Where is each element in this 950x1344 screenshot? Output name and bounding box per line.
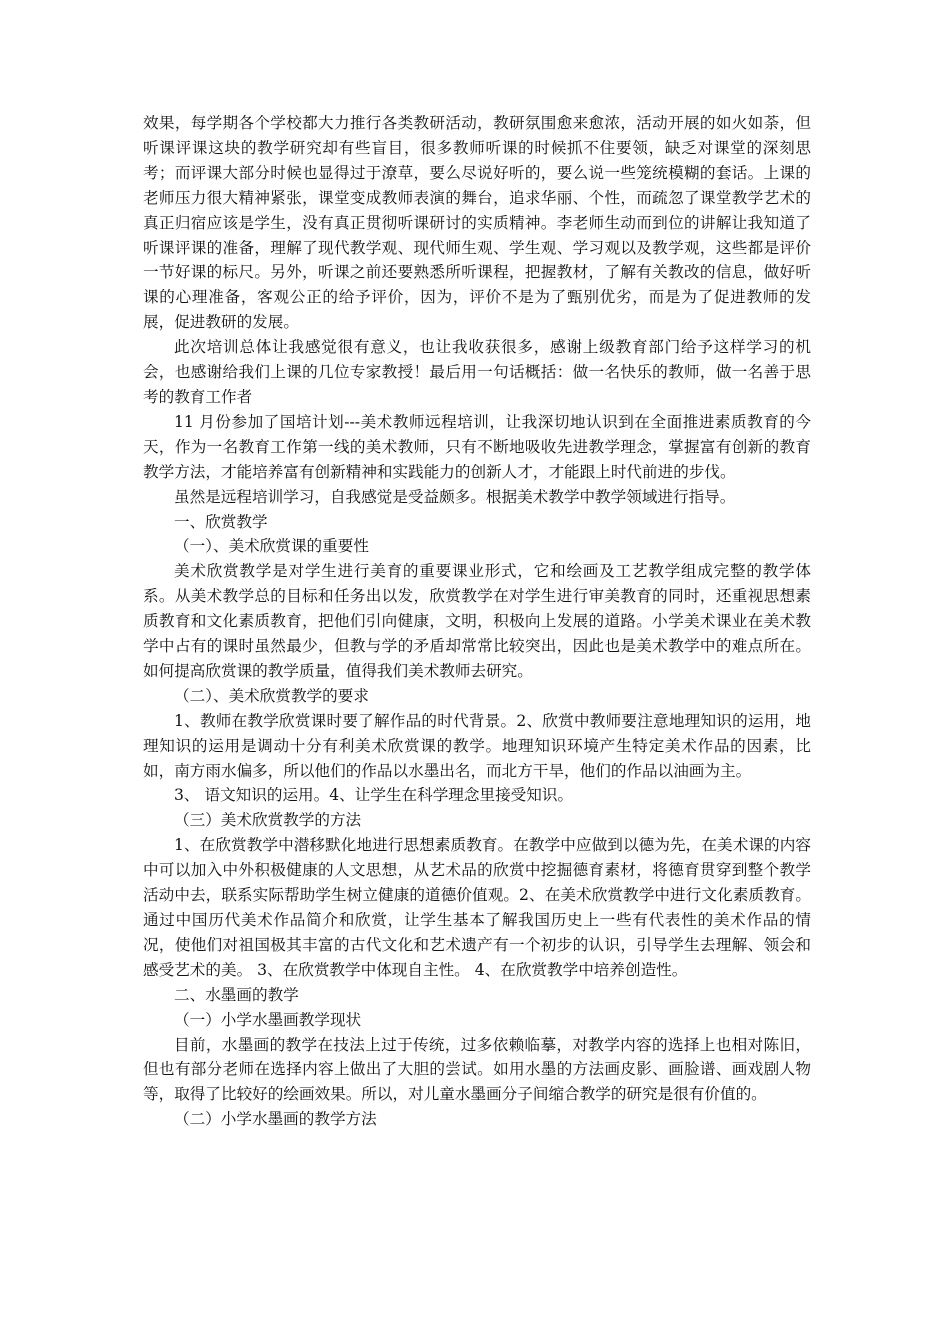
subsection-heading: （一）小学水墨画教学现状 bbox=[174, 1010, 362, 1029]
section-heading: 一、欣赏教学 bbox=[174, 512, 268, 531]
body-paragraph: 此次培训总体让我感觉很有意义，也让我收获很多，感谢上级教育部门给予这样学习的机会，也感谢给我们上课的几位专家教授！最后用一句话概括：做一名快乐的教师，做一名善于思考的教育工作者 bbox=[143, 338, 811, 406]
subsection-heading: （三）美术欣赏教学的方法 bbox=[174, 811, 362, 830]
subsection-heading: （二）、美术欣赏教学的要求 bbox=[174, 686, 369, 705]
body-paragraph: 虽然是远程培训学习，自我感觉是受益颇多。根据美术教学中教学领域进行指导。 bbox=[174, 487, 736, 506]
document-body bbox=[143, 111, 811, 1132]
body-paragraph: 1、教师在教学欣赏课时要了解作品的时代背景。2、欣赏中教师要注意地理知识的运用，地理知识的运用是调动十分有利美术欣赏课的教学。地理知识环境产生特定美术作品的因素，比如，南方雨水偏多，所以他们的作品以水墨出名，而北方干旱，他们的作品以油画为主。 bbox=[143, 711, 811, 780]
body-paragraph: 3、 语文知识的运用。4、让学生在科学理念里接受知识。 bbox=[174, 786, 574, 805]
subsection-heading: （二）小学水墨画的教学方法 bbox=[174, 1110, 377, 1129]
body-paragraph: 11 月份参加了国培计划---美术教师远程培训，让我深切地认识到在全面推进素质教育的今天，作为一名教育工作第一线的美术教师，只有不断地吸收先进教学理念，掌握富有创新的教育教学方法，才能培养富有创新精神和实践能力的创新人才，才能跟上时代前进的步伐。 bbox=[143, 412, 811, 481]
section-heading: 二、水墨画的教学 bbox=[174, 985, 299, 1004]
body-paragraph: 效果，每学期各个学校都大力推行各类教研活动，教研氛围愈来愈浓，活动开展的如火如荼，但听课评课这块的教学研究却有些盲目，很多教师听课的时候抓不住要领，缺乏对课堂的深刻思考；而评课大部分时候也显得过于潦草，要么尽说好听的，要么说一些笼统模糊的套话。上课的老师压力很大精神紧张，课堂变成教师表演的舞台，追求华丽、个性，而疏忽了课堂教学艺术的真正归宿应该是学生，没有真正贯彻听课研讨的实质精神。李老师生动而到位的讲解让我知道了听课评课的准备，理解了现代教学观、现代师生观、学生观、学习观以及教学观，这些都是评价一节好课的标尺。另外，听课之前还要熟悉所听课程，把握教材，了解有关教改的信息，做好听课的心理准备，客观公正的给予评价，因为，评价不是为了甄别优劣，而是为了促进教师的发展，促进教研的发展。 bbox=[143, 114, 811, 332]
body-paragraph: 目前，水墨画的教学在技法上过于传统，过多依赖临摹，对教学内容的选择上也相对陈旧，但也有部分老师在选择内容上做出了大胆的尝试。如用水墨的方法画皮影、画脸谱、画戏剧人物等，取得了比较好的绘画效果。所以，对儿童水墨画分子间缩合教学的研究是很有价值的。 bbox=[143, 1035, 811, 1104]
subsection-heading: （一）、美术欣赏课的重要性 bbox=[174, 537, 369, 556]
body-paragraph: 美术欣赏教学是对学生进行美育的重要课业形式，它和绘画及工艺教学组成完整的教学体系。从美术教学总的目标和任务出以发，欣赏教学在对学生进行审美教育的同时，还重视思想素质教育和文化素质教育，把他们引向健康，文明，积极向上发展的道路。小学美术课业在美术教学中占有的课时虽然最少，但教与学的矛盾却常常比较突出，因此也是美术教学中的难点所在。如何提高欣赏课的教学质量，值得我们美术教师去研究。 bbox=[143, 562, 811, 680]
body-paragraph: 1、在欣赏教学中潜移默化地进行思想素质教育。在教学中应做到以德为先，在美术课的内容中可以加入中外积极健康的人文思想，从艺术品的欣赏中挖掘德育素材，将德育贯穿到整个教学活动中去，联系实际帮助学生树立健康的道德价值观。2、在美术欣赏教学中进行文化素质教育。通过中国历代美术作品简介和欣赏，让学生基本了解我国历史上一些有代表性的美术作品的情况，使他们对祖国极其丰富的古代文化和艺术遗产有一个初步的认识，引导学生去理解、领会和感受艺术的美。 3、在欣赏教学中体现自主性。 4、在欣赏教学中培养创造性。 bbox=[143, 836, 811, 979]
